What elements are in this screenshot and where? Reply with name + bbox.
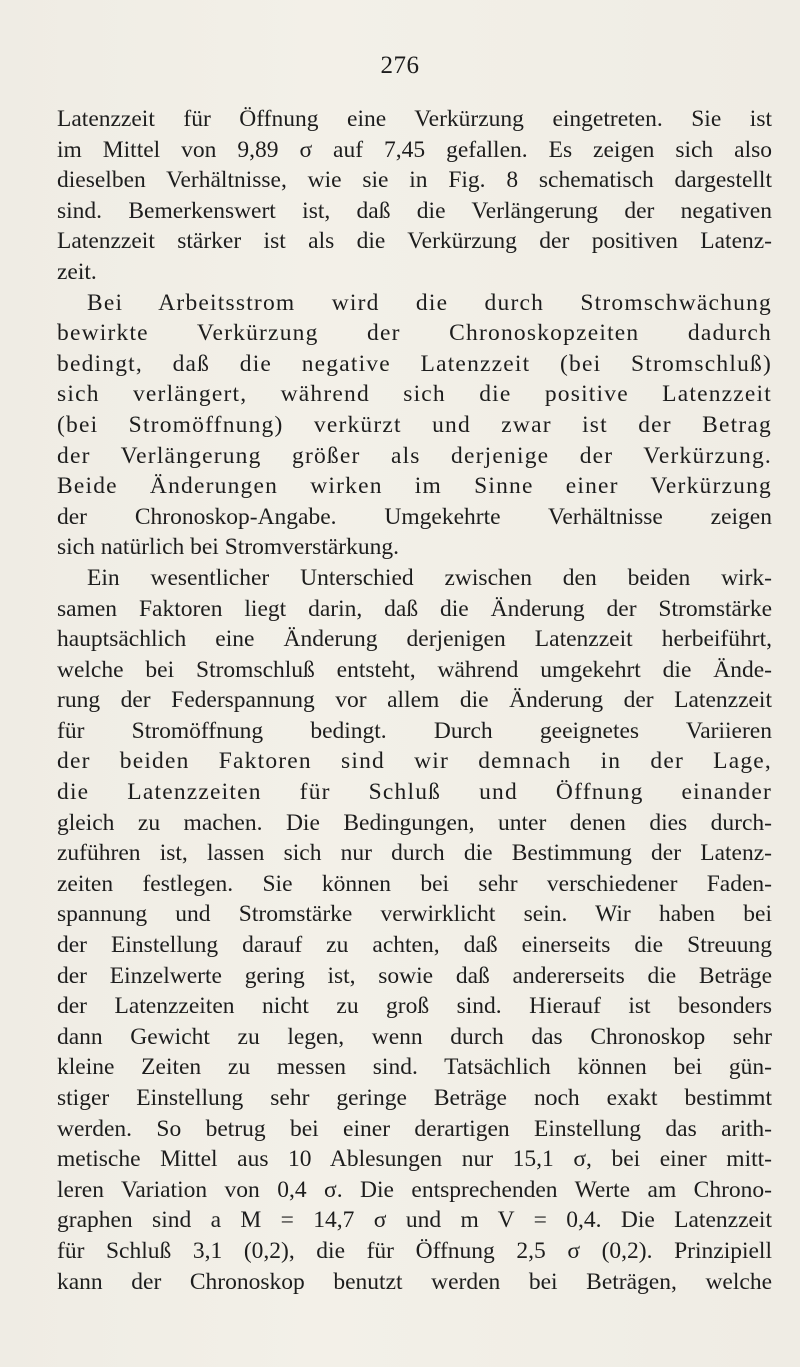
text-line: Ein wesentlicher Unterschied zwischen den beiden wirk- xyxy=(87,564,772,591)
text-line: spannung und Stromstärke verwirklicht sein. Wir haben bei xyxy=(57,901,772,928)
text-line: zeiten festlegen. Sie können bei sehr verschiedener Faden- xyxy=(57,870,772,897)
text-line: rung der Federspannung vor allem die Änderung der Latenzzeit xyxy=(57,687,772,714)
text-line: der Verlängerung größer als derjenige der Verkürzung. xyxy=(57,442,772,469)
text-line: sich natürlich bei Stromverstärkung. xyxy=(57,534,399,561)
page-number: 276 xyxy=(380,52,420,79)
text-line: kann der Chronoskop benutzt werden bei Beträgen, welche xyxy=(57,1268,772,1295)
text-line: der Einstellung darauf zu achten, daß einerseits die Streuung xyxy=(57,932,772,959)
text-line: der beiden Faktoren sind wir demnach in der Lage, xyxy=(57,748,772,775)
text-line: Latenzzeit stärker ist als die Verkürzung der positiven Latenz- xyxy=(57,228,772,255)
text-line: kleine Zeiten zu messen sind. Tatsächlich können bei gün- xyxy=(57,1054,772,1081)
text-line: samen Faktoren liegt darin, daß die Änderung der Stromstärke xyxy=(57,595,772,622)
text-line: der Einzelwerte gering ist, sowie daß andererseits die Beträge xyxy=(57,962,772,989)
text-line: metische Mittel aus 10 Ablesungen nur 15,1 σ, bei einer mitt- xyxy=(57,1146,772,1173)
text-line: zuführen ist, lassen sich nur durch die Bestimmung der Latenz- xyxy=(57,840,772,867)
text-line: die Latenzzeiten für Schluß und Öffnung einander xyxy=(57,779,772,806)
text-line: dann Gewicht zu legen, wenn durch das Chronoskop sehr xyxy=(57,1023,772,1050)
text-line: werden. So betrug bei einer derartigen Einstellung das arith- xyxy=(57,1115,772,1142)
text-line: für Schluß 3,1 (0,2), die für Öffnung 2,5 σ (0,2). Prinzipiell xyxy=(57,1237,772,1264)
text-line: Bei Arbeitsstrom wird die durch Stromschwächung xyxy=(87,289,772,316)
text-line: sind. Bemerkenswert ist, daß die Verlängerung der negativen xyxy=(57,197,772,224)
text-line: der Chronoskop-Angabe. Umgekehrte Verhältnisse zeigen xyxy=(57,503,772,530)
text-line: stiger Einstellung sehr geringe Beträge noch exakt bestimmt xyxy=(57,1085,772,1111)
text-line: zeit. xyxy=(57,258,97,285)
text-line: sich verlängert, während sich die positive Latenzzeit xyxy=(57,381,772,408)
text-line: bewirkte Verkürzung der Chronoskopzeiten dadurch xyxy=(57,320,772,347)
text-line: welche bei Stromschluß entsteht, während umgekehrt die Ände- xyxy=(57,656,772,683)
text-line: gleich zu machen. Die Bedingungen, unter denen dies durch- xyxy=(57,809,772,836)
text-line: (bei Stromöffnung) verkürzt und zwar ist der Betrag xyxy=(57,411,772,438)
text-line: leren Variation von 0,4 σ. Die entsprechenden Werte am Chrono- xyxy=(57,1176,772,1203)
text-line: Beide Änderungen wirken im Sinne einer Verkürzung xyxy=(57,473,772,500)
text-line: hauptsächlich eine Änderung derjenigen Latenzzeit herbeiführt, xyxy=(57,626,772,653)
text-line: Latenzzeit für Öffnung eine Verkürzung eingetreten. Sie ist xyxy=(57,106,772,132)
text-line: im Mittel von 9,89 σ auf 7,45 gefallen. Es zeigen sich also xyxy=(57,136,772,163)
text-line: für Stromöffnung bedingt. Durch geeignetes Variieren xyxy=(57,717,772,744)
text-line: dieselben Verhältnisse, wie sie in Fig. 8 schematisch dargestellt xyxy=(57,167,772,194)
text-line: der Latenzzeiten nicht zu groß sind. Hierauf ist besonders xyxy=(57,993,772,1020)
text-line: bedingt, daß die negative Latenzzeit (bei Stromschluß) xyxy=(57,350,772,377)
text-line: graphen sind a M = 14,7 σ und m V = 0,4. Die Latenzzeit xyxy=(57,1207,772,1234)
body-text xyxy=(57,104,772,1297)
